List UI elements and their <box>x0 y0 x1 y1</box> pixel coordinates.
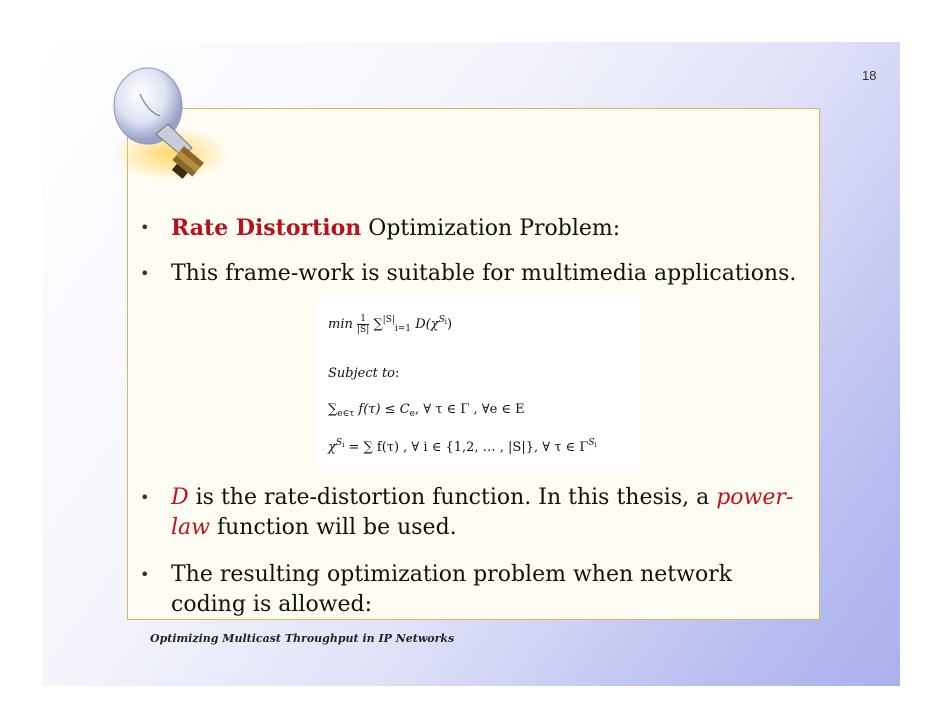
bullet-text: The resulting optimization problem when network coding is allowed: <box>171 562 733 617</box>
capacity-symbol: C <box>399 402 410 417</box>
page-number: 18 <box>862 68 877 83</box>
bullet-text: Optimization Problem: <box>361 216 621 241</box>
distortion-func: D(χ <box>415 317 439 332</box>
frac-num: 1 <box>357 314 369 325</box>
bullet-network-coding <box>140 560 800 620</box>
sum-sub: e∈τ <box>337 409 355 419</box>
bullet-distortion-function <box>140 483 800 543</box>
sum-symbol: ∑ <box>328 402 338 417</box>
subject-to-line <box>328 366 399 381</box>
chi-superscript <box>439 315 447 325</box>
chi-symbol: χ <box>328 440 336 455</box>
bullet-text: function will be used. <box>209 515 457 540</box>
rate-distortion-term: Rate Distortion <box>171 215 362 241</box>
bullet-text: is the rate-distortion function. In this thesis, a <box>188 485 717 510</box>
bullet-framework <box>140 259 800 289</box>
constraint-rest: = ∑ f(τ) , ∀ i ∈ {1,2, … , |S|}, ∀ τ ∈ Γ <box>344 440 589 455</box>
bullet-dot-icon: • <box>140 264 150 283</box>
frac-den: |S| <box>357 325 370 335</box>
flow-expr: f(τ) ≤ <box>358 402 400 417</box>
slide-footer: Optimizing Multicast Throughput in IP Networks <box>150 632 455 645</box>
sup-s-sub: i <box>342 441 345 449</box>
objective-line <box>328 314 452 335</box>
sup-s-sub: i <box>444 318 447 326</box>
fraction <box>357 314 369 335</box>
optimization-formula <box>316 298 640 466</box>
close-paren: ) <box>446 317 453 332</box>
sum-symbol: ∑ <box>373 317 383 332</box>
subject-to-label: Subject to <box>328 366 396 381</box>
sup-s: S <box>438 315 445 325</box>
constraint-rest: , ∀ τ ∈ Γ , ∀e ∈ E <box>414 402 525 417</box>
constraint-rate <box>328 438 597 455</box>
subject-colon: : <box>395 366 400 381</box>
sum-sup: |S| <box>382 315 395 325</box>
power-law-term: power-law <box>171 485 794 540</box>
min-label: min <box>328 317 353 332</box>
bullet-rate-distortion <box>140 213 800 244</box>
gamma-sup-s: S <box>588 438 595 448</box>
d-variable: D <box>171 485 189 510</box>
light-bulb-icon <box>96 56 236 196</box>
capacity-sub: e <box>409 409 415 419</box>
gamma-superscript <box>588 438 596 448</box>
sup-s: S <box>335 438 343 448</box>
sum-sub: i=1 <box>394 324 412 334</box>
bullet-text: This frame-work is suitable for multimedia applications. <box>171 261 797 286</box>
bullet-dot-icon: • <box>140 488 150 507</box>
gamma-sup-sub: i <box>594 441 597 449</box>
bullet-dot-icon: • <box>140 218 150 237</box>
constraint-capacity <box>328 402 525 419</box>
bullet-dot-icon: • <box>140 565 150 584</box>
